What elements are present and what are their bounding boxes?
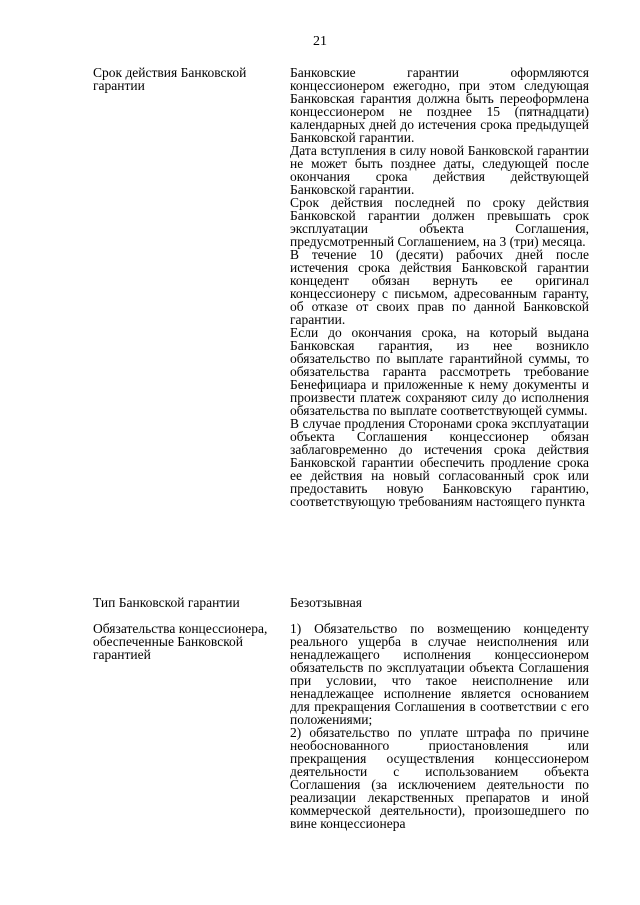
paragraph: В течение 10 (десяти) рабочих дней после истечения срока действия Банковской гарантии концедент обязан вернуть ее оригинал концессионеру с письмом, адресованным гаранту, об отказе от своих прав по данной Банковской гарантии. bbox=[290, 247, 589, 327]
row-label: Тип Банковской гарантии bbox=[93, 595, 240, 610]
row-value bbox=[290, 622, 589, 830]
paragraph: Срок действия последней по сроку действия Банковской гарантии должен превышать срок эксплуатации объекта Соглашения, предусмотренный Соглашением, на 3 (три) месяца. bbox=[290, 195, 589, 249]
paragraph: В случае продления Сторонами срока эксплуатации объекта Соглашения концессионер обязан заблаговременно до истечения срока действия Банковской гарантии обеспечить продление срока ее действия на новый согласованный срок или предоставить новую Банковскую гарантию, соответствующую требованиям настоящего пункта bbox=[290, 416, 589, 509]
paragraph: 2) обязательство по уплате штрафа по причине необоснованного приостановления или прекращения осуществления концессионером деятельности с использованием объекта Соглашения (за исключением деятельности по реализации лекарственных препаратов и иной коммерческой деятельности), произошедшего по вине концессионера bbox=[290, 725, 589, 831]
paragraph: Дата вступления в силу новой Банковской гарантии не может быть позднее даты, следующей после окончания срока действия действующей Банковской гарантии. bbox=[290, 143, 589, 197]
row-label: Срок действия Банковской гарантии bbox=[93, 65, 247, 93]
paragraph: 1) Обязательство по возмещению концеденту реального ущерба в случае неисполнения или ненадлежащего исполнения концессионером обязательств по эксплуатации объекта Соглашения при условии, что такое неисполнение или ненадлежащее исполнение является основанием для прекращения Соглашения в соответствии с его положениями; bbox=[290, 621, 589, 727]
paragraph: Банковские гарантии оформляются концессионером ежегодно, при этом следующая Банковская гарантия должна быть переоформлена концессионером не позднее 15 (пятнадцати) календарных дней до истечения срока предыдущей Банковской гарантии. bbox=[290, 65, 589, 145]
paragraph: Если до окончания срока, на который выдана Банковская гарантия, из нее возникло обязательство по выплате гарантийной суммы, то обязательства гаранта рассмотреть требование Бенефициара и приложенные к нему документы и произвести платеж сохраняют силу до исполнения обязательства по выплате соответствующей суммы. bbox=[290, 325, 589, 418]
paragraph: Безотзывная bbox=[290, 595, 363, 610]
row-label: Обязательства концессионера, обеспеченные Банковской гарантией bbox=[93, 621, 268, 662]
row-value bbox=[290, 66, 589, 508]
page-number: 21 bbox=[313, 34, 327, 49]
row-value bbox=[290, 596, 589, 609]
